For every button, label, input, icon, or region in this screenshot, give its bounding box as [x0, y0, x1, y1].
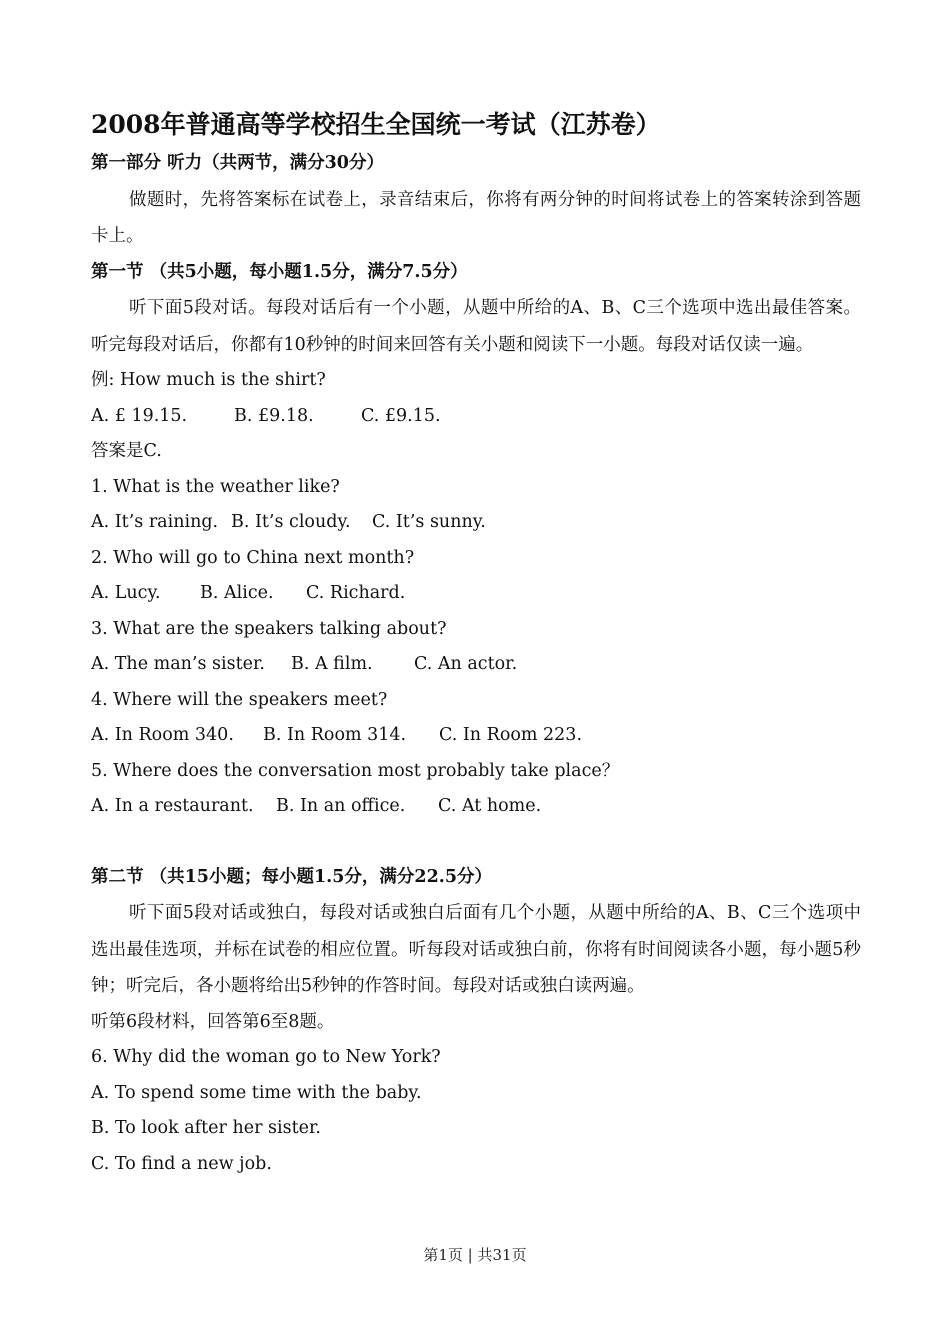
- section1-heading: 第一节 （共5小题，每小题1.5分，满分7.5分）: [91, 261, 468, 282]
- part1-instructions: 做题时，先将答案标在试卷上，录音结束后，你将有两分钟的时间将试卷上的答案转涂到答题卡上。: [91, 189, 861, 246]
- example-options: [91, 399, 861, 435]
- q4-option-b: B. In Room 314.: [263, 725, 407, 745]
- q4-option-a: A. In Room 340.: [91, 725, 234, 745]
- q2-option-b: B. Alice.: [200, 583, 274, 603]
- q5-option-a: A. In a restaurant.: [91, 796, 254, 816]
- q6-option-b: B. To look after her sister.: [91, 1118, 321, 1138]
- question-4-options: [91, 718, 861, 754]
- part1-heading: 第一部分 听力（共两节，满分30分）: [91, 153, 384, 173]
- material-note: 听第6段材料，回答第6至8题。: [91, 1011, 335, 1032]
- question-2-options: [91, 576, 861, 612]
- q6-option-c: C. To find a new job.: [91, 1153, 272, 1174]
- question-5-options: [91, 789, 861, 825]
- q1-option-c: C. It’s sunny.: [372, 512, 486, 532]
- example-question: 例: How much is the shirt?: [91, 370, 326, 390]
- section-spacer: [91, 825, 861, 860]
- question-3-options: [91, 647, 861, 683]
- page-title: 2008年普通高等学校招生全国统一考试（江苏卷）: [91, 110, 661, 139]
- question-4: 4. Where will the speakers meet?: [91, 689, 388, 710]
- q3-option-a: A. The man’s sister.: [91, 654, 265, 674]
- exam-page: [91, 104, 861, 1182]
- question-1: 1. What is the weather like?: [91, 476, 340, 497]
- page-footer: 第1页 | 共31页: [423, 1246, 527, 1264]
- question-5: 5. Where does the conversation most probably take place？: [91, 760, 620, 781]
- section2-heading: 第二节 （共15小题；每小题1.5分，满分22.5分）: [91, 866, 493, 887]
- q3-option-b: B. A film.: [291, 654, 373, 674]
- example-option-a: A. £ 19.15.: [91, 405, 188, 426]
- q1-option-a: A. It’s raining.: [91, 512, 219, 532]
- question-6: 6. Why did the woman go to New York?: [91, 1047, 441, 1067]
- q5-option-c: C. At home.: [438, 796, 542, 816]
- section1-instructions: 听下面5段对话。每段对话后有一个小题，从题中所给的A、B、C三个选项中选出最佳答案。听完每段对话后，你都有10秒钟的时间来回答有关小题和阅读下一小题。每段对话仅读一遍。: [91, 298, 861, 355]
- q2-option-c: C. Richard.: [306, 583, 406, 603]
- q3-option-c: C. An actor.: [414, 654, 518, 674]
- question-2: 2. Who will go to China next month?: [91, 547, 415, 568]
- example-option-c: C. £9.15.: [361, 405, 441, 426]
- q5-option-b: B. In an office.: [276, 796, 406, 816]
- q1-option-b: B. It’s cloudy.: [231, 512, 351, 532]
- question-3: 3. What are the speakers talking about?: [91, 618, 447, 639]
- q2-option-a: A. Lucy.: [91, 583, 161, 603]
- question-1-options: [91, 505, 861, 541]
- q6-option-a: A. To spend some time with the baby.: [91, 1082, 422, 1103]
- q4-option-c: C. In Room 223.: [439, 725, 583, 745]
- section2-instructions: 听下面5段对话或独白，每段对话或独白后面有几个小题，从题中所给的A、B、C三个选项中选出最佳选项，并标在试卷的相应位置。听每段对话或独白前，你将有时间阅读各小题，每小题5秒钟；听完后，各小题将给出5秒钟的作答时间。每段对话或独白读两遍。: [91, 903, 861, 996]
- example-answer: 答案是C.: [91, 441, 162, 461]
- example-option-b: B. £9.18.: [234, 405, 314, 426]
